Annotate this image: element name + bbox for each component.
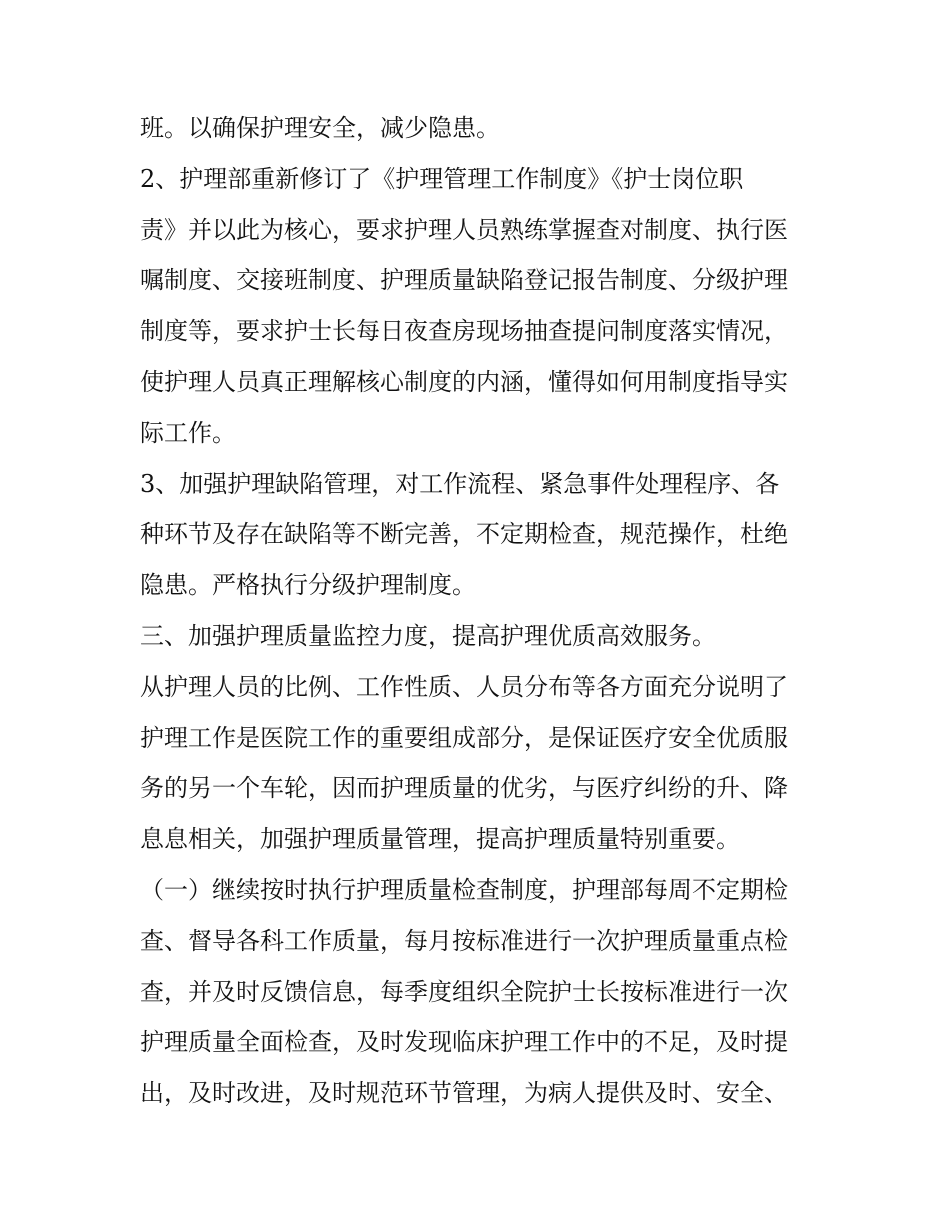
text-line: 3、加强护理缺陷管理，对工作流程、紧急事件处理程序、各 [140, 469, 780, 498]
text-line: 查、督导各科工作质量，每月按标准进行一次护理质量重点检 [140, 926, 788, 955]
text-line: 出，及时改进，及时规范环节管理，为病人提供及时、安全、 [140, 1079, 788, 1108]
text-line: 使护理人员真正理解核心制度的内涵，懂得如何用制度指导实 [140, 367, 788, 396]
text-line: 种环节及存在缺陷等不断完善，不定期检查，规范操作，杜绝 [140, 520, 788, 549]
text-line: 隐患。严格执行分级护理制度。 [140, 571, 476, 600]
text-line: 嘱制度、交接班制度、护理质量缺陷登记报告制度、分级护理 [140, 266, 788, 295]
text-line: 制度等，要求护士长每日夜查房现场抽查提问制度落实情况， [140, 317, 788, 346]
text-line: 责》并以此为核心，要求护理人员熟练掌握查对制度、执行医 [140, 215, 788, 244]
text-line: 护理质量全面检查，及时发现临床护理工作中的不足，及时提 [140, 1028, 788, 1057]
body-text [140, 103, 830, 1119]
text-line: 际工作。 [140, 418, 236, 447]
text-line: 务的另一个车轮，因而护理质量的优劣，与医疗纠纷的升、降 [140, 774, 788, 803]
section-heading: 三、加强护理质量监控力度，提高护理优质高效服务。 [140, 621, 716, 650]
text-line: 查，并及时反馈信息，每季度组织全院护士长按标准进行一次 [140, 977, 788, 1006]
text-line: 护理工作是医院工作的重要组成部分，是保证医疗安全优质服 [140, 723, 788, 752]
text-line: 班。以确保护理安全，减少隐患。 [140, 114, 500, 142]
text-line: 息息相关，加强护理质量管理，提高护理质量特别重要。 [140, 825, 740, 854]
text-line: 2、护理部重新修订了《护理管理工作制度》《护士岗位职 [140, 164, 744, 193]
text-line: 从护理人员的比例、工作性质、人员分布等各方面充分说明了 [140, 672, 788, 701]
text-line: （一）继续按时执行护理质量检查制度，护理部每周不定期检 [140, 875, 788, 904]
